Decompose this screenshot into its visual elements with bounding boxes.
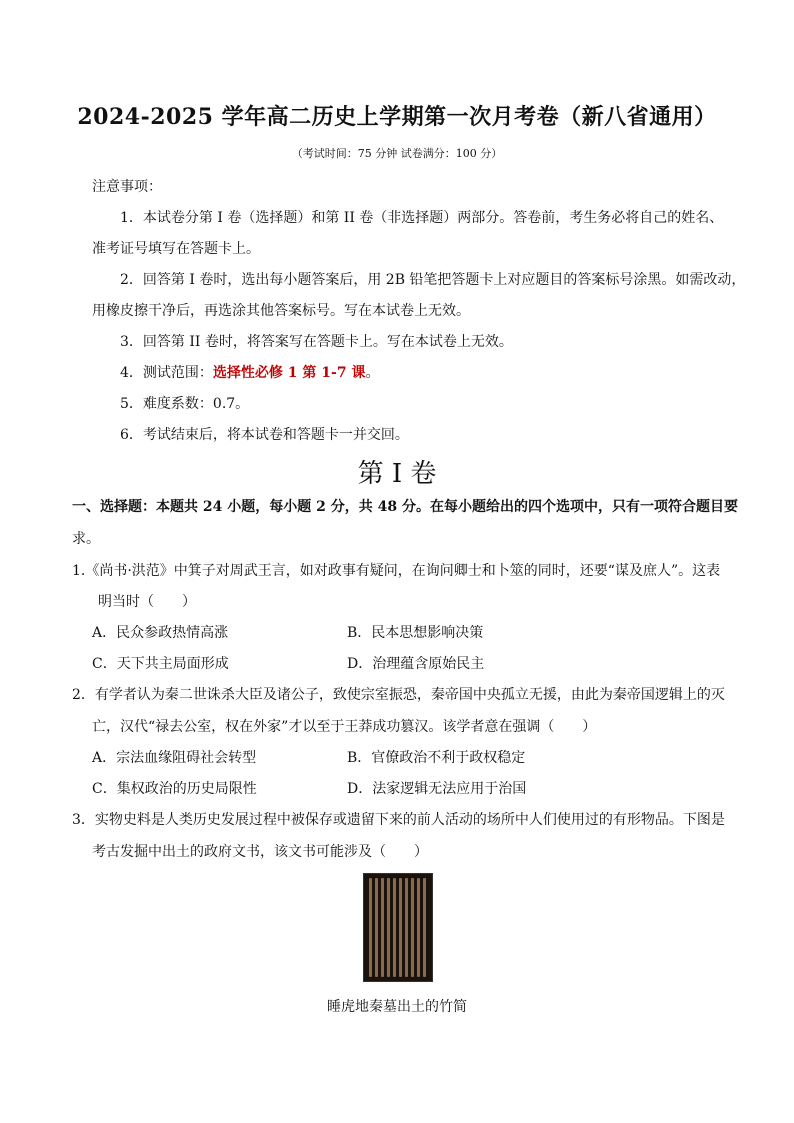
bamboo-slip — [387, 878, 390, 977]
figure-caption: 睡虎地秦墓出土的竹简 — [327, 999, 467, 1015]
section-instruction: 一、选择题：本题共 24 小题，每小题 2 分，共 48 分。在每小题给出的四个选项中，只有一项符合题目要 — [72, 499, 738, 515]
question-1-option-b: B．民本思想影响决策 — [347, 625, 484, 641]
bamboo-slip — [423, 878, 426, 977]
notice-item-4-prefix: 4．测试范围： — [120, 365, 213, 381]
notice-item-1: 1．本试卷分第 I 卷（选择题）和第 II 卷（非选择题）两部分。答卷前，考生务必将自己的姓名、 — [120, 210, 724, 226]
question-1-option-d: D．治理蕴含原始民主 — [347, 656, 485, 672]
question-1-option-a: A．民众参政热情高涨 — [92, 625, 229, 641]
question-2-option-a: A．宗法血缘阻碍社会转型 — [92, 750, 257, 766]
question-2-option-c: C．集权政治的历史局限性 — [92, 781, 257, 797]
page-title: 2024-2025 学年高二历史上学期第一次月考卷（新八省通用） — [77, 104, 717, 130]
notice-heading: 注意事项： — [92, 179, 162, 195]
bamboo-slips-image — [363, 873, 433, 982]
question-2-stem: 2．有学者认为秦二世诛杀大臣及诸公子，致使宗室振恐，秦帝国中央孤立无援，由此为秦帝国逻辑上的灭 — [72, 687, 725, 703]
question-2-stem-cont: 亡，汉代“禄去公室，权在外家”才以至于王莽成功篡汉。该学者意在强调（ ） — [92, 719, 597, 735]
notice-item-3: 3．回答第 II 卷时，将答案写在答题卡上。写在本试卷上无效。 — [120, 334, 513, 350]
test-scope: 选择性必修 1 第 1-7 课 — [212, 365, 366, 381]
notice-item-6: 6．考试结束后，将本试卷和答题卡一并交回。 — [120, 427, 409, 443]
bamboo-slip — [405, 878, 408, 977]
exam-info: （考试时间：75 分钟 试卷满分：100 分） — [291, 147, 503, 160]
question-2-option-b: B．官僚政治不利于政权稳定 — [347, 750, 526, 766]
question-2-option-d: D．法家逻辑无法应用于治国 — [347, 781, 527, 797]
bamboo-slip — [381, 878, 384, 977]
question-1-stem-cont: 明当时（ ） — [98, 594, 196, 610]
bamboo-slip — [393, 878, 396, 977]
notice-item-4 — [120, 362, 379, 382]
bamboo-slip — [399, 878, 402, 977]
notice-item-5: 5．难度系数：0.7。 — [120, 396, 250, 412]
question-3-stem: 3．实物史料是人类历史发展过程中被保存或遗留下来的前人活动的场所中人们使用过的有形物品。下图是 — [72, 812, 725, 828]
section-title: 第 I 卷 — [357, 459, 437, 489]
notice-item-1-cont: 准考证号填写在答题卡上。 — [92, 241, 260, 257]
question-1-stem: 1.《尚书·洪范》中箕子对周武王言，如对政事有疑问，在询问卿士和卜筮的同时，还要“谋及庶人”。这表 — [72, 563, 721, 579]
notice-item-2: 2．回答第 I 卷时，选出每小题答案后，用 2B 铅笔把答题卡上对应题目的答案标号涂黑。如需改动， — [120, 272, 746, 288]
bamboo-slip — [375, 878, 378, 977]
bamboo-slip — [369, 878, 372, 977]
notice-item-4-suffix: 。 — [365, 365, 380, 381]
question-1-option-c: C．天下共主局面形成 — [92, 656, 229, 672]
notice-item-2-cont: 用橡皮擦干净后，再选涂其他答案标号。写在本试卷上无效。 — [92, 303, 470, 319]
question-3-stem-cont: 考古发掘中出土的政府文书，该文书可能涉及（ ） — [92, 844, 428, 860]
section-instruction-cont: 求。 — [72, 531, 100, 547]
bamboo-slip — [411, 878, 414, 977]
bamboo-slip — [417, 878, 420, 977]
